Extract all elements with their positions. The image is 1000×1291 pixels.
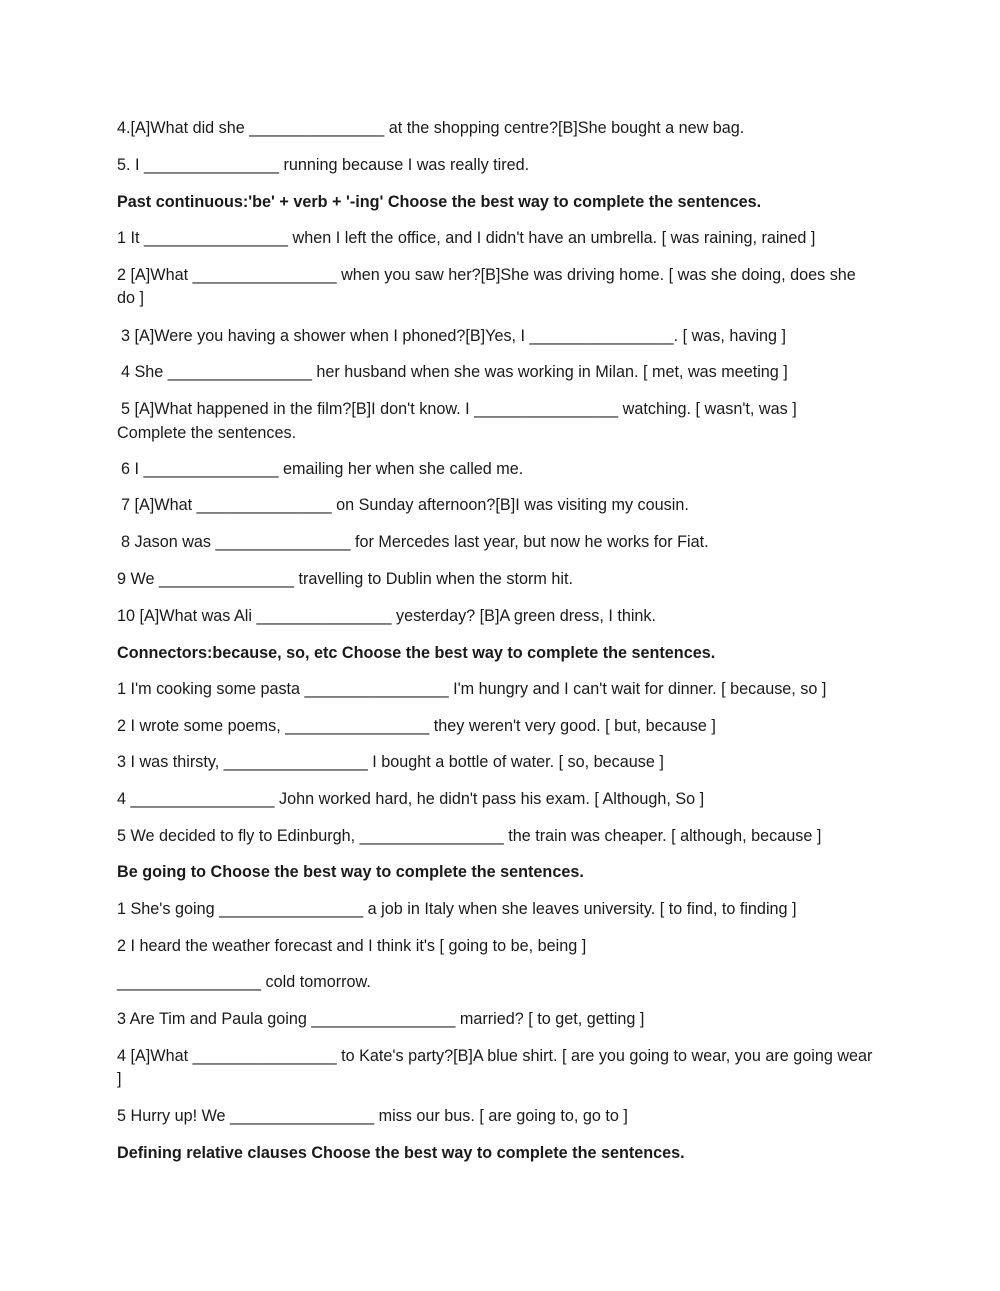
- question-line: 1 It ________________ when I left the office, and I didn't have an umbrella. [ was raining, rained ]: [117, 229, 816, 247]
- question-line: 2 I heard the weather forecast and I think it's [ going to be, being ]: [117, 937, 587, 955]
- question-line: 3 Are Tim and Paula going ________________ married? [ to get, getting ]: [117, 1010, 645, 1028]
- question-line: 6 I _______________ emailing her when she called me.: [121, 460, 524, 478]
- question-line: 4 ________________ John worked hard, he didn't pass his exam. [ Although, So ]: [117, 790, 705, 808]
- section-heading: Be going to Choose the best way to complete the sentences.: [117, 863, 584, 881]
- question-line: 4.[A]What did she _______________ at the shopping centre?[B]She bought a new bag.: [117, 119, 745, 137]
- question-line: 5. I _______________ running because I was really tired.: [117, 156, 530, 174]
- question-line: 5 We decided to fly to Edinburgh, ________________ the train was cheaper. [ although, because ]: [117, 827, 822, 845]
- question-line: 2 [A]What ________________ when you saw her?[B]She was driving home. [ was she doing, does she do ]: [117, 266, 856, 307]
- section-heading: Defining relative clauses Choose the best way to complete the sentences.: [117, 1144, 685, 1162]
- question-line: 5 Hurry up! We ________________ miss our bus. [ are going to, go to ]: [117, 1107, 628, 1125]
- question-line: 9 We _______________ travelling to Dublin when the storm hit.: [117, 570, 573, 588]
- question-line: 3 [A]Were you having a shower when I phoned?[B]Yes, I ________________. [ was, having ]: [121, 327, 787, 345]
- question-line: 10 [A]What was Ali _______________ yesterday? [B]A green dress, I think.: [117, 607, 657, 625]
- question-line: 3 I was thirsty, ________________ I bought a bottle of water. [ so, because ]: [117, 753, 664, 771]
- section-heading: Past continuous:'be' + verb + '-ing' Choose the best way to complete the sentences.: [117, 193, 762, 211]
- question-line: 1 I'm cooking some pasta ________________ I'm hungry and I can't wait for dinner. [ because, so ]: [117, 680, 827, 698]
- section-heading: Connectors:because, so, etc Choose the best way to complete the sentences.: [117, 644, 716, 662]
- question-line: 8 Jason was _______________ for Mercedes last year, but now he works for Fiat.: [121, 533, 709, 551]
- instruction-line: Complete the sentences.: [117, 424, 297, 442]
- question-line: 4 [A]What ________________ to Kate's party?[B]A blue shirt. [ are you going to wear, you are going wear ]: [117, 1047, 873, 1088]
- question-line: 2 I wrote some poems, ________________ they weren't very good. [ but, because ]: [117, 717, 716, 735]
- question-line: 1 She's going ________________ a job in Italy when she leaves university. [ to find, to finding ]: [117, 900, 797, 918]
- question-line: 5 [A]What happened in the film?[B]I don't know. I ________________ watching. [ wasn't, was ]: [121, 400, 797, 418]
- question-line: ________________ cold tomorrow.: [117, 973, 371, 991]
- question-line: 4 She ________________ her husband when she was working in Milan. [ met, was meeting ]: [121, 363, 788, 381]
- question-line: 7 [A]What _______________ on Sunday afternoon?[B]I was visiting my cousin.: [121, 496, 689, 514]
